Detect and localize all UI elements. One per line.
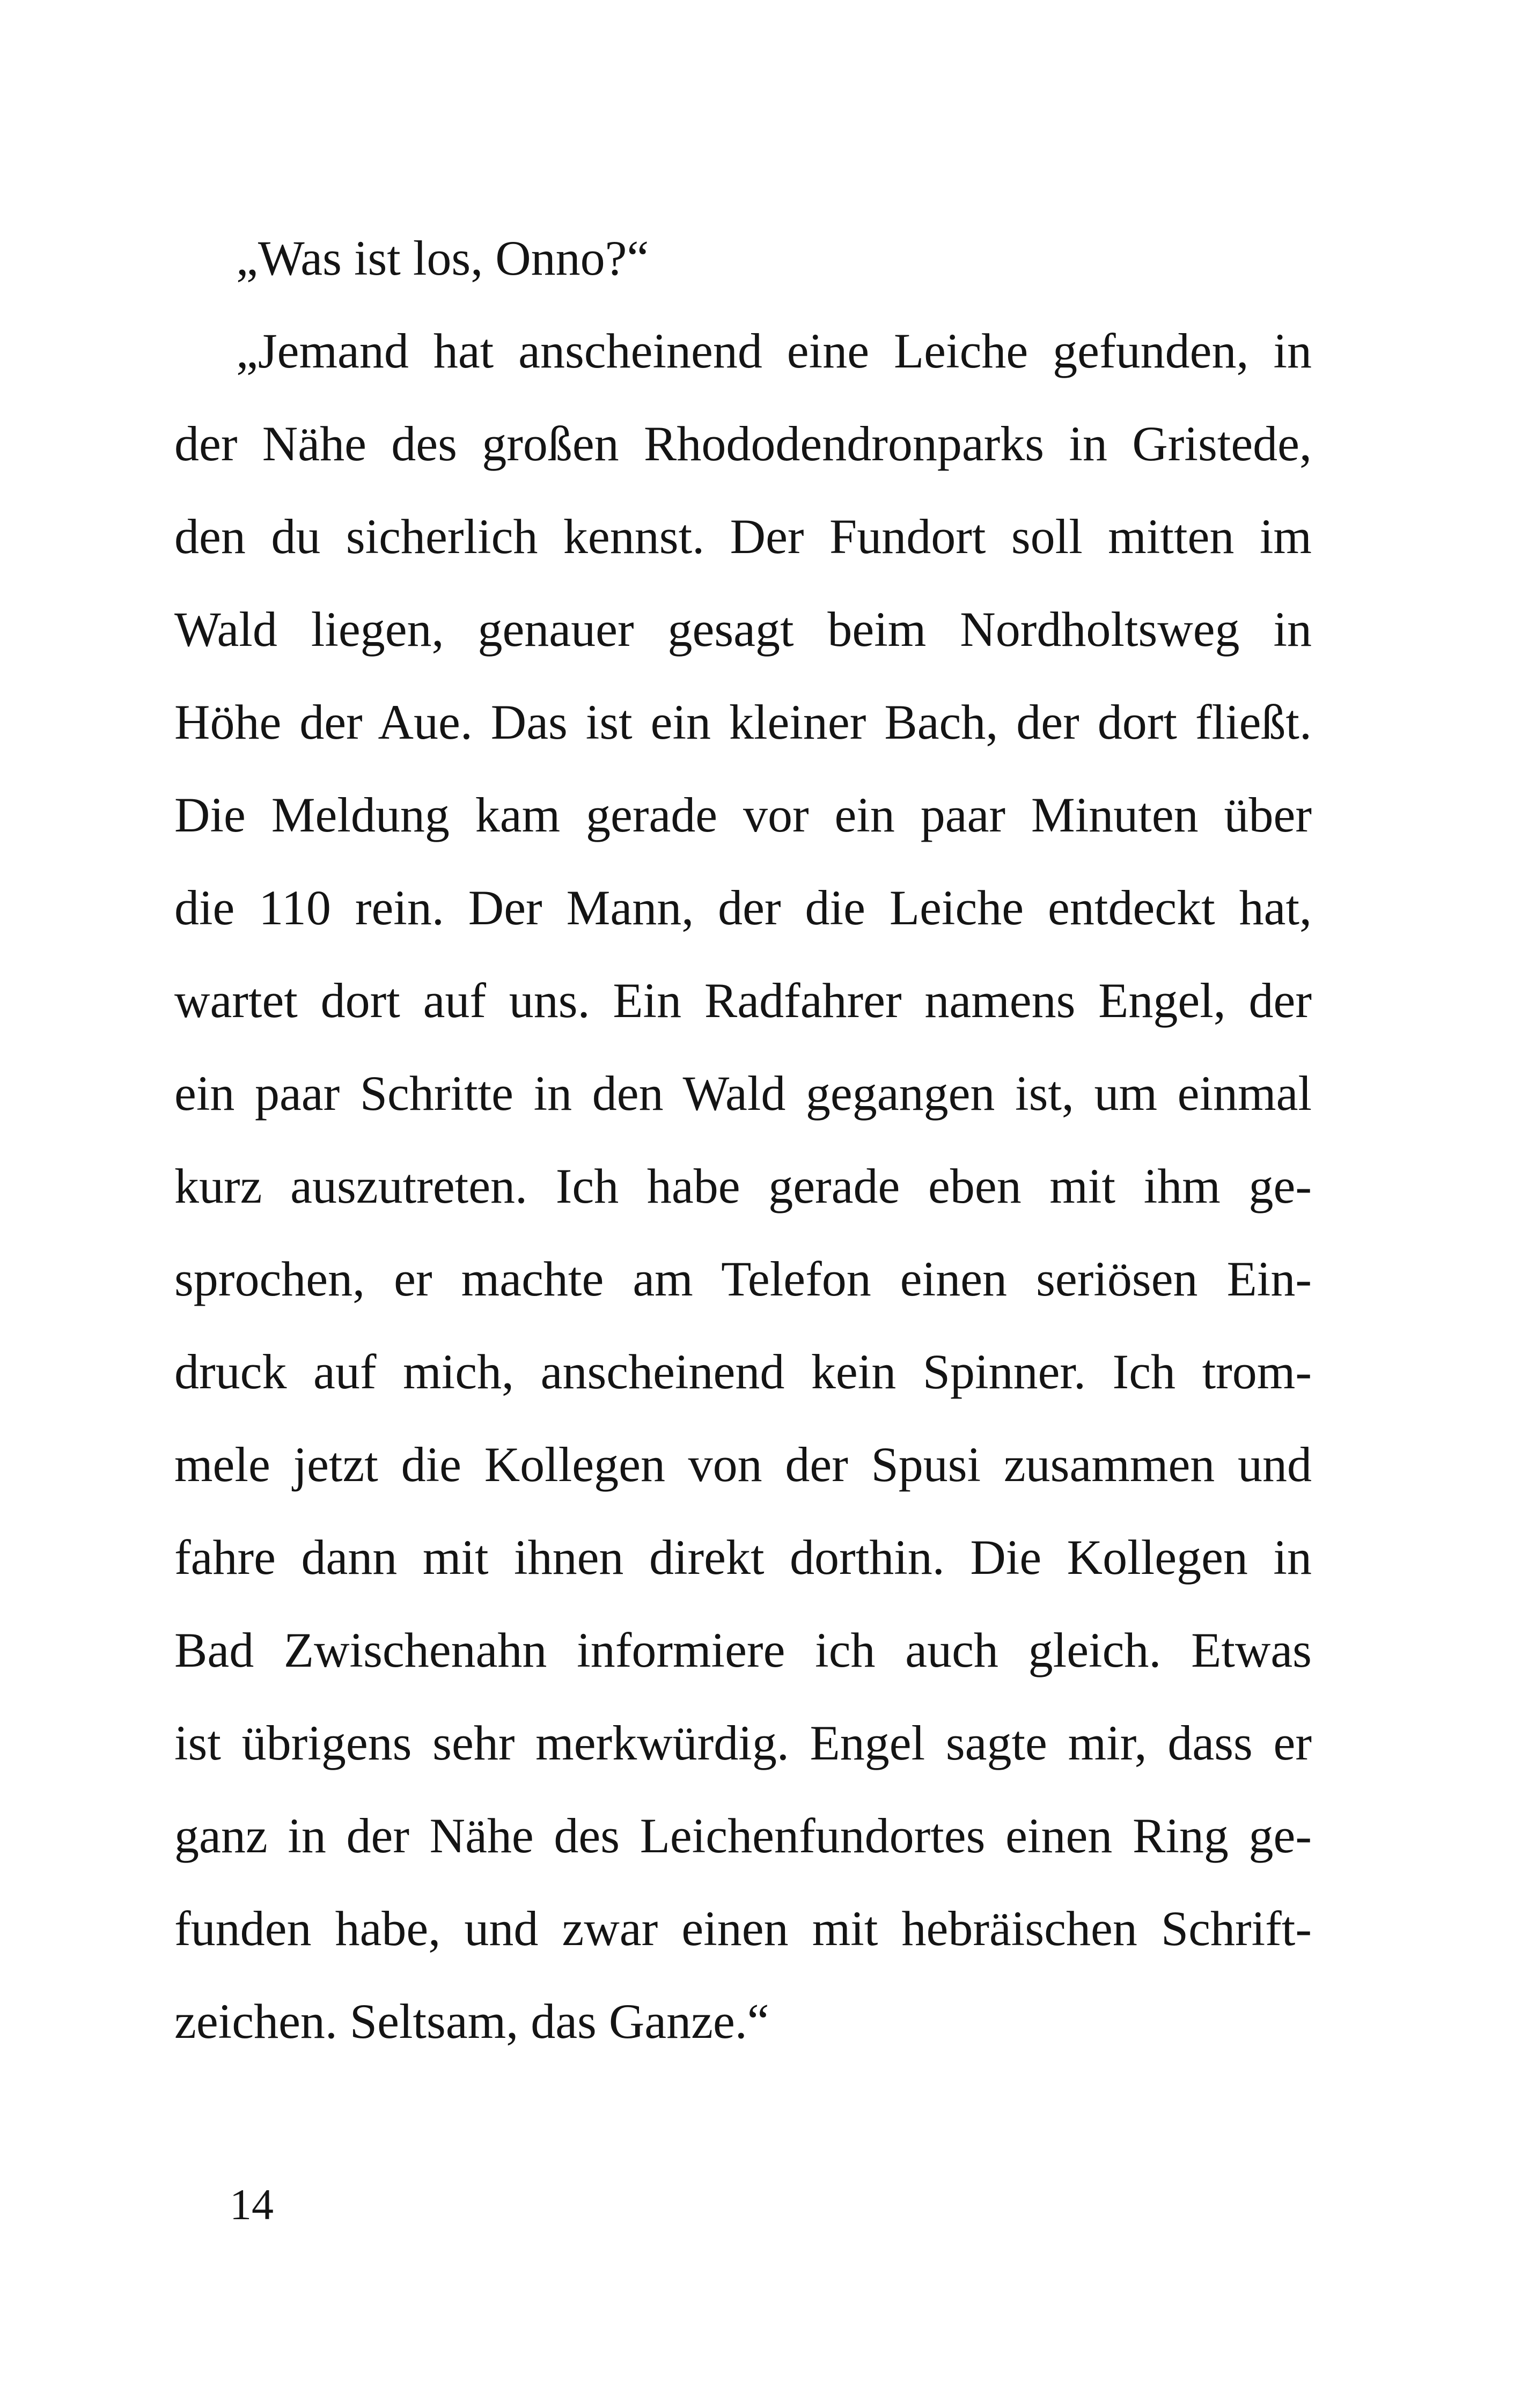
paragraph-2 [174,305,1312,2068]
text-line: die 110 rein. Der Mann, der die Leiche entdeckt hat, [174,880,1312,935]
text-line: ein paar Schritte in den Wald gegangen ist, um einmal [174,1066,1312,1121]
text-line: druck auf mich, anscheinend kein Spinner. Ich trom- [174,1344,1312,1399]
text-line: mele jetzt die Kollegen von der Spusi zusammen und [174,1437,1312,1492]
text-line: Wald liegen, genauer gesagt beim Nordholtsweg in [174,602,1312,657]
text-line: der Nähe des großen Rhododendronparks in Gristede, [174,416,1312,471]
text-line: ganz in der Nähe des Leichenfundortes einen Ring ge- [174,1808,1312,1863]
text-line: fahre dann mit ihnen direkt dorthin. Die Kollegen in [174,1530,1312,1585]
text-line: zeichen. Seltsam, das Ganze.“ [174,1994,769,2049]
text-line: kurz auszutreten. Ich habe gerade eben mit ihm ge- [174,1159,1312,1213]
text-line: „Was ist los, Onno?“ [236,231,649,285]
text-line: Die Meldung kam gerade vor ein paar Minuten über [174,787,1312,842]
text-line: den du sicherlich kennst. Der Fundort soll mitten im [174,509,1312,564]
body-text [174,212,1312,2068]
page-number: 14 [230,2180,274,2229]
text-line: Höhe der Aue. Das ist ein kleiner Bach, der dort fließt. [174,695,1312,749]
text-line: „Jemand hat anscheinend eine Leiche gefunden, in [236,323,1312,378]
text-line: ist übrigens sehr merkwürdig. Engel sagte mir, dass er [174,1715,1312,1770]
text-line: sprochen, er machte am Telefon einen seriösen Ein- [174,1251,1312,1306]
text-line: funden habe, und zwar einen mit hebräischen Schrift- [174,1901,1312,1956]
paragraph-1 [174,212,1312,305]
text-line: Bad Zwischenahn informiere ich auch gleich. Etwas [174,1623,1312,1677]
text-line: wartet dort auf uns. Ein Radfahrer namens Engel, der [174,973,1312,1028]
